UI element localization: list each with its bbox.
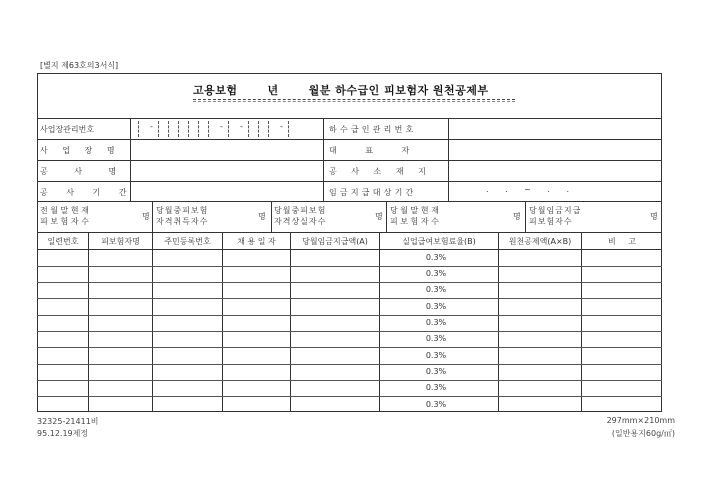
id-separator: - — [280, 122, 283, 131]
table-header-deduction: 원천공제액(A×B) — [508, 237, 572, 246]
table-row — [37, 266, 662, 267]
divider — [498, 232, 499, 412]
form-number: [별지 제63호의3서식] — [40, 61, 119, 70]
title-prefix: 고용보험 — [193, 84, 238, 97]
subcontractor-id-label: 하수급인관리번호 — [329, 125, 417, 134]
count-label-paid: 당월임금지급 피보험자수 — [529, 206, 582, 226]
paper-size: 297mm×210mm — [606, 416, 675, 425]
divider — [290, 232, 291, 412]
table-row — [37, 347, 662, 348]
enacted-date: 95.12.19제정 — [37, 429, 89, 438]
project-period-label: 공 사 기 간 — [40, 188, 127, 197]
table-row — [37, 315, 662, 316]
page-title — [193, 82, 489, 98]
rate-cell: 0.3% — [425, 400, 447, 409]
id-digit-box[interactable] — [268, 121, 278, 137]
title-year-unit: 년 — [267, 84, 279, 97]
divider — [88, 232, 89, 412]
divider — [323, 118, 324, 201]
table-row — [37, 298, 662, 299]
count-label-lost: 당월중피보험 자격상실자수 — [274, 206, 327, 226]
divider — [152, 232, 153, 412]
divider — [222, 232, 223, 412]
rate-cell: 0.3% — [425, 302, 447, 311]
title-rest: 월분 하수급인 피보험자 원천공제부 — [308, 84, 489, 97]
divider — [448, 118, 449, 201]
rate-cell: 0.3% — [425, 334, 447, 343]
divider — [386, 201, 387, 232]
id-digit-box[interactable] — [138, 121, 148, 137]
id-digit-box[interactable] — [178, 121, 188, 137]
count-unit: 명 — [513, 212, 521, 221]
table-header-serial: 일련번호 — [47, 237, 79, 246]
wage-period-value: . . ~ . . — [486, 185, 570, 194]
id-digit-box[interactable] — [168, 121, 178, 137]
divider — [525, 201, 526, 232]
representative-label: 대 표 자 — [329, 146, 410, 155]
id-digit-box[interactable] — [248, 121, 258, 137]
count-unit: 명 — [375, 212, 383, 221]
count-label-acquired: 당월중피보험 자격취득자수 — [156, 206, 209, 226]
id-digit-box[interactable] — [198, 121, 208, 137]
divider — [152, 201, 153, 232]
rate-cell: 0.3% — [425, 285, 447, 294]
table-header-remarks: 비 고 — [608, 237, 636, 246]
title-underline — [193, 99, 515, 100]
table-row — [37, 396, 662, 397]
table-header-resident-number: 주민등록번호 — [164, 237, 211, 246]
wage-period-label: 임금지급대상기간 — [329, 188, 417, 197]
table-row — [37, 380, 662, 381]
business-name-label: 사 업 장 명 — [40, 146, 121, 155]
divider — [581, 232, 582, 412]
count-unit: 명 — [258, 212, 266, 221]
rate-cell: 0.3% — [425, 318, 447, 327]
id-digit-box[interactable] — [158, 121, 168, 137]
rate-cell: 0.3% — [425, 253, 447, 262]
table-header-hire-date: 채 용 일 자 — [237, 237, 276, 246]
id-digit-box[interactable] — [288, 121, 298, 137]
id-digit-box[interactable] — [228, 121, 238, 137]
count-unit: 명 — [650, 212, 658, 221]
divider — [37, 232, 662, 233]
rate-cell: 0.3% — [425, 351, 447, 360]
count-unit: 명 — [142, 212, 150, 221]
divider — [271, 201, 272, 232]
id-separator: - — [220, 122, 223, 131]
divider — [37, 249, 662, 250]
title-underline-secondary — [193, 101, 515, 102]
project-location-label: 공 사 소 재 지 — [329, 167, 426, 176]
id-digit-box[interactable] — [188, 121, 198, 137]
table-header-insured-name: 피보험자명 — [101, 237, 140, 246]
id-digit-box[interactable] — [208, 121, 218, 137]
table-row — [37, 364, 662, 365]
paper-type: (일반용지60g/㎡) — [611, 429, 675, 438]
id-separator: - — [150, 122, 153, 131]
id-digit-box[interactable] — [258, 121, 268, 137]
rate-cell: 0.3% — [425, 383, 447, 392]
count-label-prev-month: 전 월 말 현 재 피 보 험 자 수 — [40, 206, 89, 226]
id-separator: - — [240, 122, 243, 131]
table-row — [37, 282, 662, 283]
divider — [379, 232, 380, 412]
form-code: 32325-21411비 — [37, 417, 99, 426]
table-row — [37, 331, 662, 332]
count-label-current-month: 당 월 말 현 재 피 보 험 자 수 — [390, 206, 439, 226]
table-header-rate: 실업급여보험료율(B) — [402, 237, 476, 246]
rate-cell: 0.3% — [425, 367, 447, 376]
divider — [37, 201, 662, 202]
table-header-wage: 당월임금지급액(A) — [302, 237, 368, 246]
divider — [130, 118, 131, 201]
project-name-label: 공 사 명 — [40, 167, 117, 176]
business-id-label: 사업장관리번호 — [40, 125, 95, 134]
rate-cell: 0.3% — [425, 269, 447, 278]
